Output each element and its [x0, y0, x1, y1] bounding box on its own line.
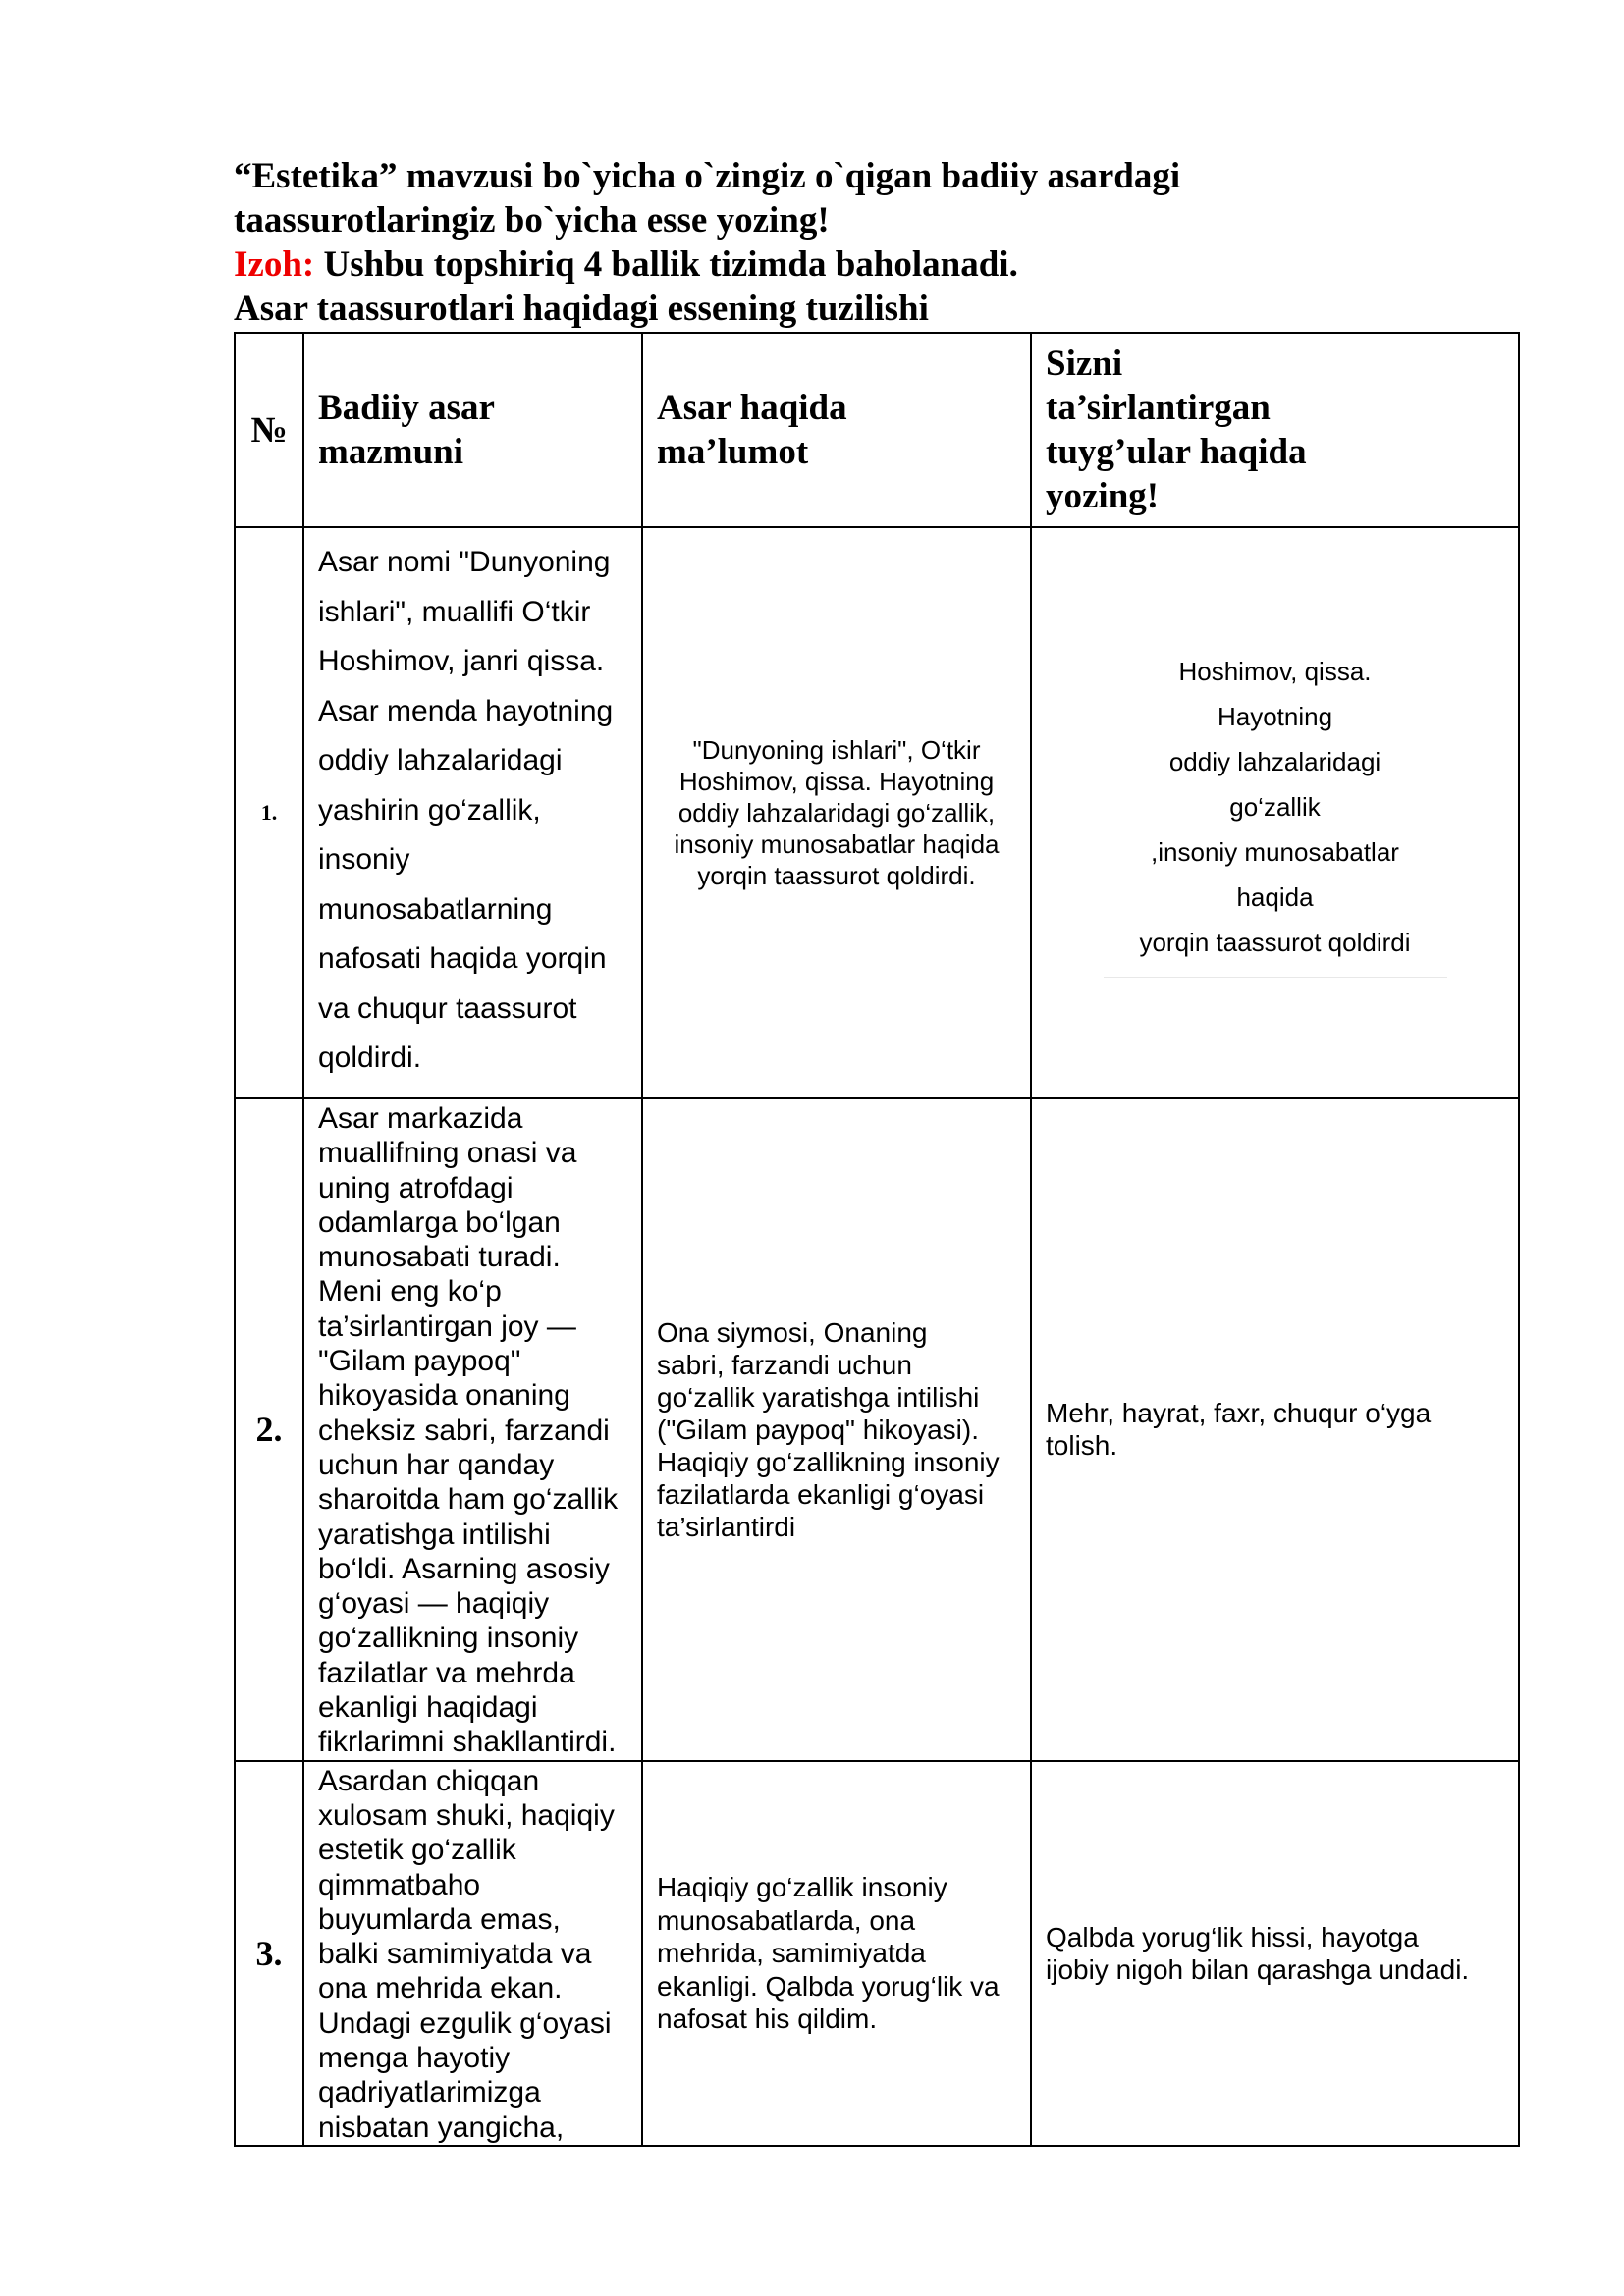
text-line: bo‘ldi. Asarning asosiy [318, 1552, 610, 1585]
text-line: ,insoniy munosabatlar [1151, 836, 1399, 867]
text-line: oddiy lahzalaridagi go‘zallik, [677, 798, 996, 828]
row-feelings-cell [1031, 527, 1519, 1098]
text-line: Hoshimov, qissa. [1178, 656, 1372, 686]
text-line: fazilatlar va mehrda [318, 1656, 575, 1689]
essay-structure-table [234, 332, 1520, 2147]
header-info-line: Asar haqida [657, 388, 847, 428]
table-row [235, 527, 1519, 1098]
text-line: insoniy munosabatlar haqida [674, 829, 1000, 859]
text-line: qimmatbaho [318, 1868, 481, 1901]
text-line: ijobiy nigoh bilan qarashga undadi. [1046, 1953, 1470, 1985]
row-number: 2. [235, 1098, 303, 1761]
header-feelings [1031, 333, 1519, 527]
text-line: Haqiqiy go‘zallik insoniy [657, 1872, 947, 1903]
text-line: Haqiqiy go‘zallikning insoniy [657, 1446, 1000, 1477]
row-number: 3. [235, 1761, 303, 2146]
text-line: munosabati turadi. [318, 1241, 561, 1274]
text-line: yorqin taassurot qoldirdi. [697, 861, 976, 890]
header-feelings-line: Sizni [1046, 344, 1123, 384]
text-line: nafosati haqida yorqin [318, 942, 607, 975]
assignment-heading [234, 154, 1530, 331]
text-line: sharoitda ham go‘zallik [318, 1483, 619, 1517]
header-feelings-line: tuyg’ular haqida [1046, 432, 1307, 472]
text-line: Asar menda hayotning [318, 694, 614, 727]
row-content-cell [303, 527, 642, 1098]
row-info-cell [642, 1761, 1031, 2146]
text-line: va chuqur taassurot [318, 991, 577, 1025]
row-info-cell [642, 1098, 1031, 1761]
text-line: qoldirdi. [318, 1041, 422, 1074]
text-line: Ona siymosi, Onaning [657, 1316, 928, 1348]
text-line: uchun har qanday [318, 1448, 555, 1481]
text-line: yashirin go‘zallik, [318, 793, 541, 827]
text-line: qadriyatlarimizga [318, 2076, 541, 2109]
text-line: Asar nomi "Dunyoning [318, 546, 611, 578]
header-feelings-line: ta’sirlantirgan [1046, 388, 1271, 428]
text-line: go‘zallikning insoniy [318, 1622, 579, 1655]
text-line: ekanligi haqidagi [318, 1691, 538, 1725]
text-line: fazilatlarda ekanligi g‘oyasi [657, 1478, 985, 1510]
table-header-row [235, 333, 1519, 527]
text-line: hikoyasida onaning [318, 1379, 570, 1413]
text-line: g‘oyasi — haqiqiy [318, 1587, 550, 1621]
text-line: oddiy lahzalaridagi [1168, 746, 1381, 776]
text-line: ("Gilam paypoq" hikoyasi). [657, 1414, 980, 1445]
text-line: "Gilam paypoq" [318, 1345, 521, 1378]
text-line: odamlarga bo‘lgan [318, 1205, 561, 1239]
text-line: mehrida, samimiyatda [657, 1938, 926, 1969]
text-line: ta’sirlantirdi [657, 1511, 796, 1542]
text-line: Meni eng ko‘p [318, 1275, 502, 1308]
header-content-line: Badiiy asar [318, 388, 495, 428]
text-line: Hoshimov, qissa. Hayotning [678, 767, 995, 796]
text-line: "Dunyoning ishlari", O‘tkir [692, 735, 981, 765]
row-feelings-cell [1031, 1098, 1519, 1761]
header-feelings-line: yozing! [1046, 476, 1160, 516]
text-line: yorqin taassurot qoldirdi [1139, 927, 1411, 957]
row-content-cell [303, 1098, 642, 1761]
text-line: oddiy lahzalaridagi [318, 744, 563, 776]
text-line: fikrlarimni shakllantirdi. [318, 1726, 617, 1759]
text-line: insoniy [318, 843, 410, 876]
text-line: tolish. [1046, 1430, 1118, 1462]
text-line: xulosam shuki, haqiqiy [318, 1798, 615, 1832]
text-line: munosabatlarda, ona [657, 1904, 916, 1936]
text-line: nisbatan yangicha, [318, 2110, 565, 2144]
header-number: № [235, 333, 303, 527]
row-content-cell [303, 1761, 642, 2146]
text-line: Hoshimov, janri qissa. [318, 645, 605, 677]
table-row [235, 1761, 1519, 2146]
table-row [235, 1098, 1519, 1761]
header-content [303, 333, 642, 527]
divider [1104, 977, 1447, 978]
text-line: nafosat his qildim. [657, 2003, 878, 2035]
text-line: Asardan chiqqan [318, 1764, 540, 1797]
note-text: Ushbu topshiriq 4 ballik tizimda baholanadi. [314, 244, 1018, 285]
header-info [642, 333, 1031, 527]
header-content-line: mazmuni [318, 432, 463, 472]
heading-line-2: taassurotlaringiz bo`yicha esse yozing! [234, 200, 830, 240]
text-line: menga hayotiy [318, 2042, 511, 2075]
text-line: muallifning onasi va [318, 1137, 577, 1170]
note-label: Izoh: [234, 244, 315, 285]
row-info-cell [642, 527, 1031, 1098]
text-line: uning atrofdagi [318, 1171, 514, 1204]
text-line: balki samimiyatda va [318, 1938, 592, 1971]
text-line: ta’sirlantirgan joy — [318, 1309, 576, 1343]
text-line: ishlari", muallifi O‘tkir [318, 595, 591, 628]
text-line: ona mehrida ekan. [318, 1972, 563, 2005]
row-number: 1. [235, 527, 303, 1098]
text-line: go‘zallik [1229, 791, 1321, 822]
text-line: Qalbda yorug‘lik hissi, hayotga [1046, 1921, 1419, 1952]
text-line: buyumlarda emas, [318, 1902, 561, 1936]
header-info-line: ma’lumot [657, 432, 809, 472]
text-line: munosabatlarning [318, 892, 553, 926]
row-feelings-cell [1031, 1761, 1519, 2146]
text-line: haqida [1236, 881, 1314, 912]
text-line: Mehr, hayrat, faxr, chuqur o‘yga [1046, 1398, 1432, 1429]
text-line: cheksiz sabri, farzandi [318, 1414, 610, 1447]
table-title: Asar taassurotlari haqidagi essening tuzilishi [234, 289, 929, 329]
text-line: sabri, farzandi uchun [657, 1349, 912, 1380]
text-line: yaratishga intilishi [318, 1518, 551, 1551]
text-line: go‘zallik yaratishga intilishi [657, 1381, 980, 1413]
text-line: Asar markazida [318, 1102, 523, 1135]
heading-line-1: “Estetika” mavzusi bo`yicha o`zingiz o`qigan badiiy asardagi [234, 156, 1181, 196]
text-line: ekanligi. Qalbda yorug‘lik va [657, 1970, 1000, 2002]
text-line: Undagi ezgulik g‘oyasi [318, 2006, 612, 2040]
text-line: estetik go‘zallik [318, 1834, 516, 1867]
text-line: Hayotning [1217, 701, 1333, 731]
note-line [234, 242, 1530, 287]
